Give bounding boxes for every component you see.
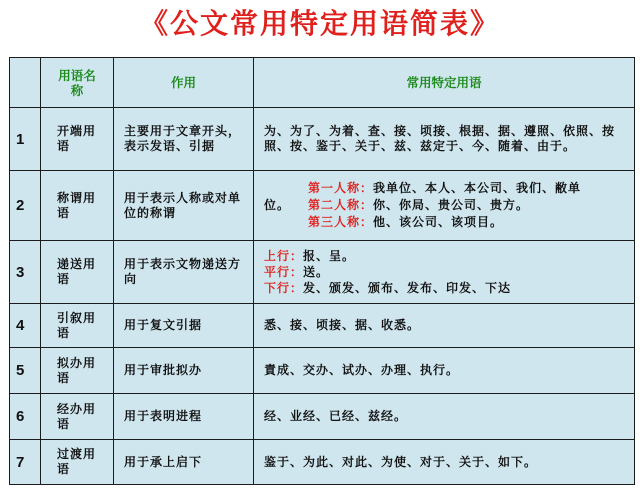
header-num	[10, 58, 41, 108]
row-name: 称谓用语	[41, 171, 114, 241]
row-name: 递送用语	[41, 241, 114, 304]
table-row	[10, 108, 635, 171]
page-title: 《公文常用特定用语简表》	[139, 7, 500, 40]
row-terms: 为、为了、为着、查、接、顷接、根据、据、遵照、依照、按照、按、鉴于、关于、兹、兹定于、今、随着、由于。	[254, 108, 635, 171]
person-terms: 你、你局、贵公司、贵方。	[373, 198, 530, 212]
row-number: 7	[10, 440, 41, 485]
row-number: 6	[10, 394, 41, 440]
row-use: 用于表示人称或对单位的称谓	[114, 171, 254, 241]
row-number: 4	[10, 304, 41, 348]
person-terms: 我单位、本人、本公司、我们、敝单	[373, 181, 582, 195]
row-use: 用于表示文物递送方向	[114, 241, 254, 304]
direction-terms: 报、呈。	[303, 249, 356, 263]
row-terms: 鉴于、为此、对此、为使、对于、关于、如下。	[254, 440, 635, 485]
row-use: 用于表明进程	[114, 394, 254, 440]
row-number: 3	[10, 241, 41, 304]
direction-label: 下行：	[264, 281, 304, 295]
terms-lead: 位。	[264, 198, 291, 212]
table-row	[10, 440, 635, 485]
table-row	[10, 348, 635, 394]
row-name: 开端用语	[41, 108, 114, 171]
person-label: 第二人称：	[308, 198, 374, 212]
row-name: 过渡用语	[41, 440, 114, 485]
table-row	[10, 304, 635, 348]
row-use: 用于审批拟办	[114, 348, 254, 394]
row-name: 拟办用语	[41, 348, 114, 394]
person-label: 第一人称：	[308, 181, 374, 195]
row-number: 5	[10, 348, 41, 394]
person-terms: 他、该公司、该项目。	[373, 215, 504, 229]
header-use: 作用	[114, 58, 254, 108]
terms-table	[9, 57, 635, 485]
table-header-row	[10, 58, 635, 108]
person-label: 第三人称：	[308, 215, 374, 229]
row-number: 1	[10, 108, 41, 171]
table-row	[10, 241, 635, 304]
direction-label: 上行：	[264, 249, 304, 263]
row-use: 用于复文引据	[114, 304, 254, 348]
row-use: 用于承上启下	[114, 440, 254, 485]
row-use: 主要用于文章开头，表示发语、引据	[114, 108, 254, 171]
row-terms: 悉、接、顷接、据、收悉。	[254, 304, 635, 348]
direction-label: 平行：	[264, 265, 304, 279]
table-row	[10, 394, 635, 440]
header-terms: 常用特定用语	[254, 58, 635, 108]
direction-terms: 发、颁发、颁布、发布、印发、下达	[303, 281, 512, 295]
row-name: 经办用语	[41, 394, 114, 440]
row-terms: 经、业经、已经、兹经。	[254, 394, 635, 440]
row-terms	[254, 171, 635, 241]
direction-terms: 送。	[303, 265, 330, 279]
row-number: 2	[10, 171, 41, 241]
header-name: 用语名称	[41, 58, 114, 108]
row-name: 引叙用语	[41, 304, 114, 348]
row-terms	[254, 241, 635, 304]
row-terms: 責成、交办、试办、办理、执行。	[254, 348, 635, 394]
table-row	[10, 171, 635, 241]
